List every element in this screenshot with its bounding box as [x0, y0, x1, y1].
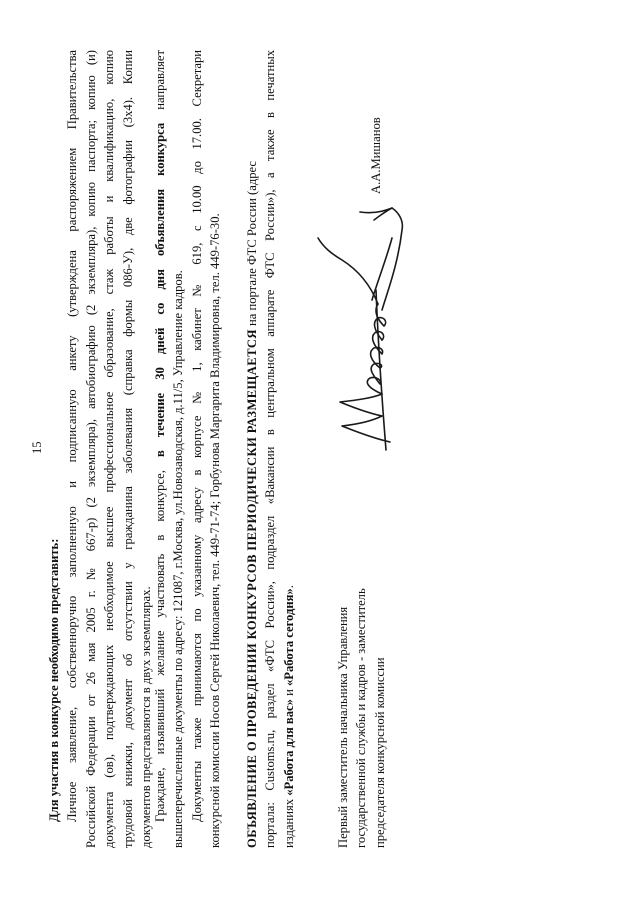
deadline-text: в течение 30 дней со дня объявления конкурса — [153, 122, 167, 457]
page-number: 15 — [30, 441, 44, 454]
secretaries-text: конкурсной комиссии Носов Сергей Николаевич, тел. 449-71-74; Горбунова Маргарита Владимировна, тел. 449-76-30. — [208, 213, 223, 848]
line-text: . — [281, 585, 296, 589]
signatory-name: А.А.Мишанов — [369, 117, 383, 194]
paragraph-line — [280, 50, 298, 848]
line-text: изданиях — [281, 795, 296, 848]
portal-text: портала: Customs.ru, раздел «ФТС России», подраздел «Вакансии в центральном аппарате ФТС России»), а также в печатных — [263, 50, 278, 848]
line-text: документа (ов), подтверждающих необходимое высшее профессиональное образование, стаж работы и квалификацию, копию — [102, 50, 117, 848]
handwritten-signature — [312, 190, 412, 460]
publication-name: «Работа сегодня» — [281, 588, 296, 687]
line-text: Граждане, изъявивший желание участвовать в конкурсе, — [153, 457, 167, 822]
position-line: государственной службы и кадров - заместитель — [354, 588, 369, 848]
paragraph-line — [188, 50, 206, 848]
announcement-block — [243, 50, 298, 848]
line-text: Российской Федерации от 26 мая 2005 г. № 667-р) (2 экземпляра), автобиографию (2 экземпляра), копию паспорта; копию (и) — [83, 50, 98, 848]
paragraph-line — [151, 50, 169, 848]
paragraph-line — [206, 50, 224, 848]
signatory-position — [334, 558, 389, 848]
position-line: председателя конкурсной комиссии — [372, 657, 387, 848]
participation-requirements — [45, 50, 155, 848]
address-text: вышеперечисленные документы по адресу: 121087, г.Москва, ул.Новозаводская, д.11/5, Управление кадров. — [171, 270, 186, 848]
line-text: на портале ФТС России (адрес — [245, 160, 259, 330]
paragraph-line — [261, 50, 279, 848]
paragraph-line — [243, 50, 261, 848]
position-line: Первый заместитель начальника Управления — [336, 606, 350, 848]
line-text: трудовой книжки, документ об отсутствии у гражданина заболевания (справка формы 086-У), две фотографии (3х4). Копии — [120, 50, 135, 848]
paragraph-line — [82, 50, 100, 848]
participation-heading: Для участия в конкурсе необходимо представить: — [47, 538, 61, 822]
paragraph-line — [100, 50, 118, 848]
line-text: и — [281, 686, 296, 700]
line-text: Документы также принимаются по указанному адресу в корпусе № 1, кабинет № 619, с 10.00 до 17.00. Секретари — [189, 50, 204, 822]
line-text: Личное заявление, собственноручно заполненную и подписанную анкету (утверждена распоряжением Правительства — [65, 50, 80, 822]
announcement-title: ОБЪЯВЛЕНИЕ О ПРОВЕДЕНИИ КОНКУРСОВ ПЕРИОДИЧЕСКИ РАЗМЕЩАЕТСЯ — [245, 329, 259, 848]
paragraph-line — [119, 50, 137, 848]
submission-info — [151, 50, 225, 848]
paragraph-line — [63, 50, 81, 848]
publication-name: «Работа для вас» — [281, 699, 296, 796]
paragraph-line — [169, 50, 187, 848]
line-text: направляет — [153, 50, 167, 123]
line-text: документов представляются в двух экземплярах. — [139, 586, 154, 848]
